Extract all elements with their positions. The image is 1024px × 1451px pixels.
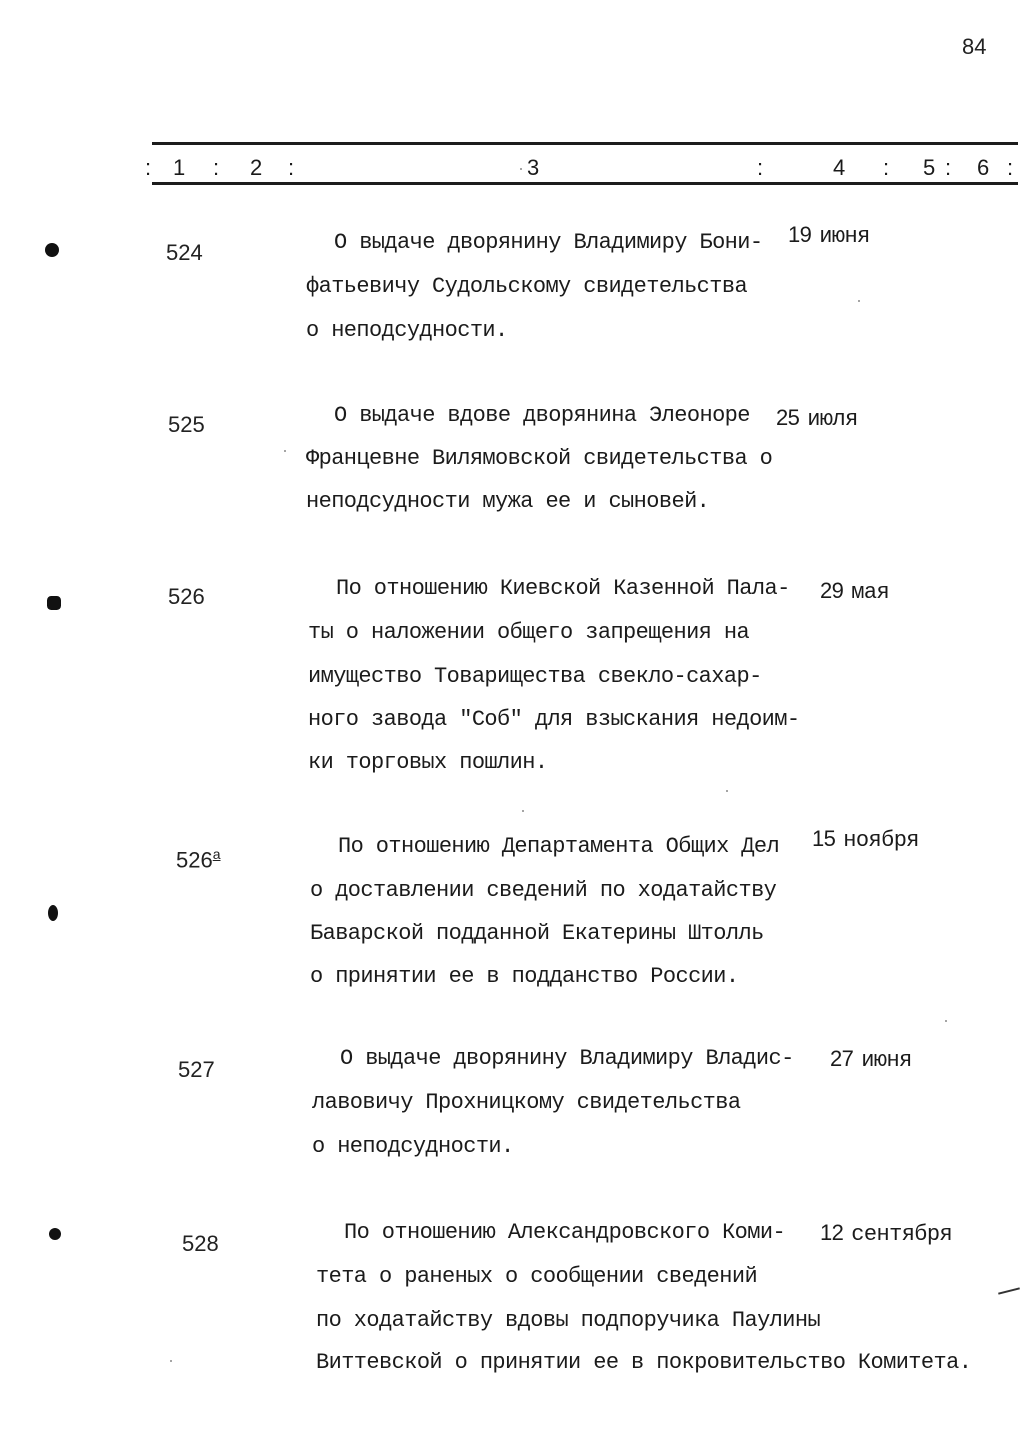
- entry-date-month: ноября: [843, 828, 919, 853]
- entry-text-line: фатьевичу Судольскому свидетельства: [306, 274, 748, 299]
- entry-text-line: ки торговых пошлин.: [308, 750, 548, 775]
- entry-text-line: имущество Товарищества свекло-сахар-: [308, 664, 762, 689]
- entry-number-suffix: а: [212, 846, 221, 862]
- column-header-2: 2: [250, 155, 263, 180]
- entry-text-line: По отношению Киевской Казенной Пала-: [336, 576, 790, 601]
- entry-text-line: О выдаче дворянину Владимиру Бони-: [334, 230, 763, 255]
- column-header-row: [145, 155, 1024, 183]
- entry-text-line: Францевне Вилямовской свидетельства о: [306, 446, 773, 471]
- entry-date: [812, 826, 919, 853]
- punch-hole-mark: [47, 596, 61, 610]
- entry-text-line: ты о наложении общего запрещения на: [308, 620, 750, 645]
- scan-speck: [522, 810, 524, 812]
- entry-date-month: сентября: [851, 1222, 953, 1247]
- entry-date-day: 27: [830, 1046, 854, 1071]
- margin-pen-mark: [998, 1287, 1020, 1294]
- column-header-6: 6: [977, 155, 990, 180]
- entry-number: 526: [168, 584, 205, 609]
- entry-text-line: неподсудности мужа ее и сыновей.: [306, 489, 710, 514]
- entry-number: 525: [168, 412, 205, 437]
- entry-date: [776, 405, 858, 432]
- entry-text-line: Баварской подданной Екатерины Штолль: [310, 921, 764, 946]
- column-separator: :: [883, 155, 890, 180]
- entry-number-main: 526: [176, 847, 213, 873]
- column-separator: :: [145, 155, 152, 180]
- entry-number: 524: [166, 240, 203, 265]
- entry-text-line: По отношению Департамента Общих Дел: [338, 834, 780, 859]
- column-header-3: 3: [527, 155, 540, 180]
- column-separator: :: [945, 155, 952, 180]
- entry-date-day: 15: [812, 826, 836, 851]
- header-rule-top: [152, 142, 1018, 145]
- entry-date-day: 25: [776, 405, 800, 430]
- scan-speck: [945, 1020, 947, 1022]
- entry-text-line: о неподсудности.: [306, 318, 508, 343]
- entry-date: [820, 1220, 952, 1247]
- entry-date-month: июня: [819, 224, 870, 249]
- entry-text-line: О выдаче дворянину Владимиру Владис-: [340, 1046, 794, 1071]
- entry-date: [820, 578, 889, 605]
- scan-speck: [170, 1360, 172, 1362]
- entry-date-month: мая: [851, 580, 890, 605]
- punch-hole-mark: [49, 1228, 61, 1240]
- scan-speck: [858, 300, 860, 302]
- entry-text-line: о доставлении сведений по ходатайству: [310, 878, 777, 903]
- entry-text-line: о принятии ее в подданство России.: [310, 964, 739, 989]
- column-separator: :: [213, 155, 220, 180]
- entry-text-line: О выдаче вдове дворянина Элеоноре: [334, 403, 750, 428]
- column-separator: :: [1007, 155, 1014, 180]
- entry-date-day: 29: [820, 578, 844, 603]
- punch-hole-mark: [48, 905, 58, 921]
- entry-date: [788, 222, 870, 249]
- column-header-5: 5: [923, 155, 936, 180]
- entry-date-month: июня: [861, 1048, 912, 1073]
- column-header-4: 4: [833, 155, 846, 180]
- entry-date: [830, 1046, 912, 1073]
- column-separator: :: [288, 155, 295, 180]
- entry-number: 528: [182, 1231, 219, 1256]
- entry-text-line: по ходатайству вдовы подпоручика Паулины: [316, 1308, 821, 1333]
- entry-date-day: 12: [820, 1220, 844, 1245]
- entry-text-line: По отношению Александровского Коми-: [344, 1220, 786, 1245]
- punch-hole-mark: [45, 243, 59, 257]
- entry-date-month: июля: [807, 407, 858, 432]
- entry-text-line: тета о раненых о сообщении сведений: [316, 1264, 758, 1289]
- entry-text-line: о неподсудности.: [312, 1134, 514, 1159]
- entry-text-line: Виттевской о принятии ее в покровительство Комитета.: [316, 1350, 972, 1375]
- scan-speck: [520, 168, 522, 170]
- entry-date-day: 19: [788, 222, 812, 247]
- entry-text-line: ного завода "Соб" для взыскания недоим-: [308, 707, 800, 732]
- page-number: 84: [962, 34, 987, 59]
- entry-number: [176, 846, 221, 873]
- header-rule-bottom: [152, 182, 1018, 185]
- scan-speck: [284, 450, 286, 452]
- column-header-1: 1: [173, 155, 186, 180]
- column-separator: :: [757, 155, 764, 180]
- scan-speck: [726, 790, 728, 792]
- entry-number: 527: [178, 1057, 215, 1082]
- entry-text-line: лавовичу Прохницкому свидетельства: [312, 1090, 741, 1115]
